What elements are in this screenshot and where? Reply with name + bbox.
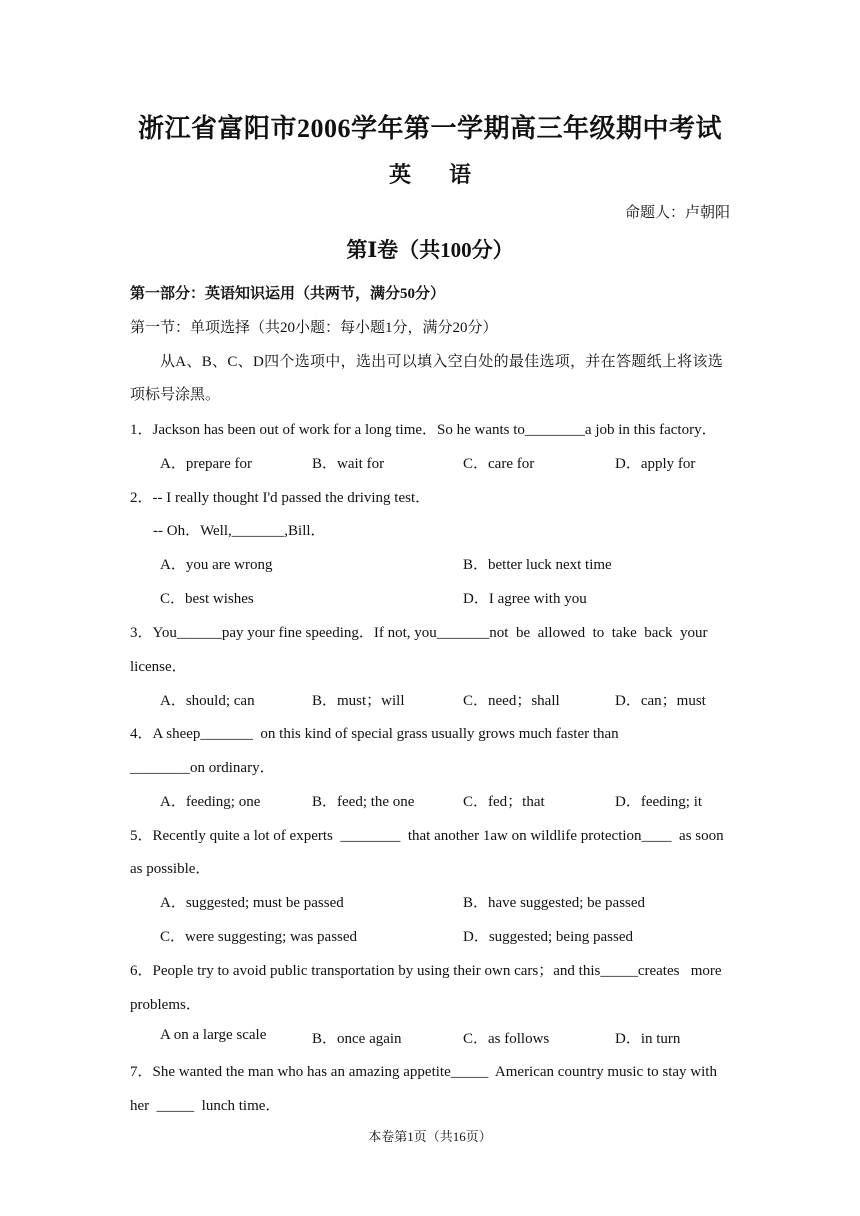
- question-2: 2．-- I really thought I'd passed the driving test．: [130, 490, 431, 506]
- author-line: 命题人：卢朝阳: [624, 205, 730, 221]
- instruction-line-2: 项标号涂黑。: [130, 387, 221, 403]
- instruction-line-1: 从A、B、C、D四个选项中，选出可以填入空白处的最佳选项，并在答题纸上将该选: [160, 354, 724, 370]
- question-4: 4．A sheep_______ on this kind of special grass usually grows much faster than: [130, 726, 619, 742]
- q1-option-a: A．prepare for: [160, 456, 253, 472]
- question-4-cont: ________on ordinary．: [130, 760, 275, 776]
- q6-option-b: B．once again: [312, 1031, 402, 1047]
- q2-option-c: C．best wishes: [160, 591, 254, 607]
- question-1: 1．Jackson has been out of work for a long time．So he wants to________a job in this factory．: [130, 422, 717, 438]
- question-7: 7．She wanted the man who has an amazing appetite_____ American country music to stay with: [130, 1064, 717, 1080]
- q2-option-d: D．I agree with you: [463, 591, 587, 607]
- q6-option-c: C．as follows: [463, 1031, 550, 1047]
- question-6-cont: problems．: [130, 997, 201, 1013]
- q3-option-b: B．must；will: [312, 693, 405, 709]
- q6-option-a: A on a large scale: [160, 1027, 267, 1043]
- q4-option-d: D．feeding; it: [615, 794, 703, 810]
- volume-title: 第Ⅰ卷（共100分）: [346, 238, 514, 262]
- q4-option-b: B．feed; the one: [312, 794, 415, 810]
- q5-option-a: A．suggested; must be passed: [160, 895, 344, 911]
- exam-title: 浙江省富阳市2006学年第一学期高三年级期中考试: [137, 114, 722, 143]
- q5-option-c: C．were suggesting; was passed: [160, 929, 358, 945]
- q4-option-c: C．fed；that: [463, 794, 545, 810]
- q4-option-a: A．feeding; one: [160, 794, 261, 810]
- subsection-heading: 第一节：单项选择（共20小题：每小题1分，满分20分）: [130, 320, 498, 336]
- question-5-cont: as possible．: [130, 861, 211, 877]
- q6-option-d: D．in turn: [615, 1031, 681, 1047]
- question-3-cont: license．: [130, 659, 187, 675]
- page-footer: 本卷第1页（共16页）: [368, 1129, 492, 1144]
- q3-option-a: A．should; can: [160, 693, 255, 709]
- question-3: 3．You______pay your fine speeding．If not, you_______not be allowed to take back your: [130, 625, 708, 641]
- q5-option-d: D．suggested; being passed: [463, 929, 633, 945]
- question-6: 6．People try to avoid public transportation by using their own cars；and this_____creates more: [130, 963, 722, 979]
- q2-option-b: B．better luck next time: [463, 557, 612, 573]
- q2-option-a: A．you are wrong: [160, 557, 273, 573]
- question-7-cont: her _____ lunch time．: [130, 1098, 281, 1114]
- q5-option-b: B．have suggested; be passed: [463, 895, 646, 911]
- part-heading: 第一部分：英语知识运用（共两节，满分50分）: [130, 286, 446, 302]
- question-2-reply: -- Oh．Well,_______,Bill．: [153, 523, 326, 539]
- q3-option-d: D．can；must: [615, 693, 706, 709]
- q3-option-c: C．need；shall: [463, 693, 560, 709]
- q1-option-c: C．care for: [463, 456, 535, 472]
- subject-title: 英语: [388, 162, 509, 187]
- q1-option-b: B．wait for: [312, 456, 385, 472]
- q1-option-d: D．apply for: [615, 456, 696, 472]
- question-5: 5．Recently quite a lot of experts ________ that another 1aw on wildlife protection____ as soon: [130, 828, 724, 844]
